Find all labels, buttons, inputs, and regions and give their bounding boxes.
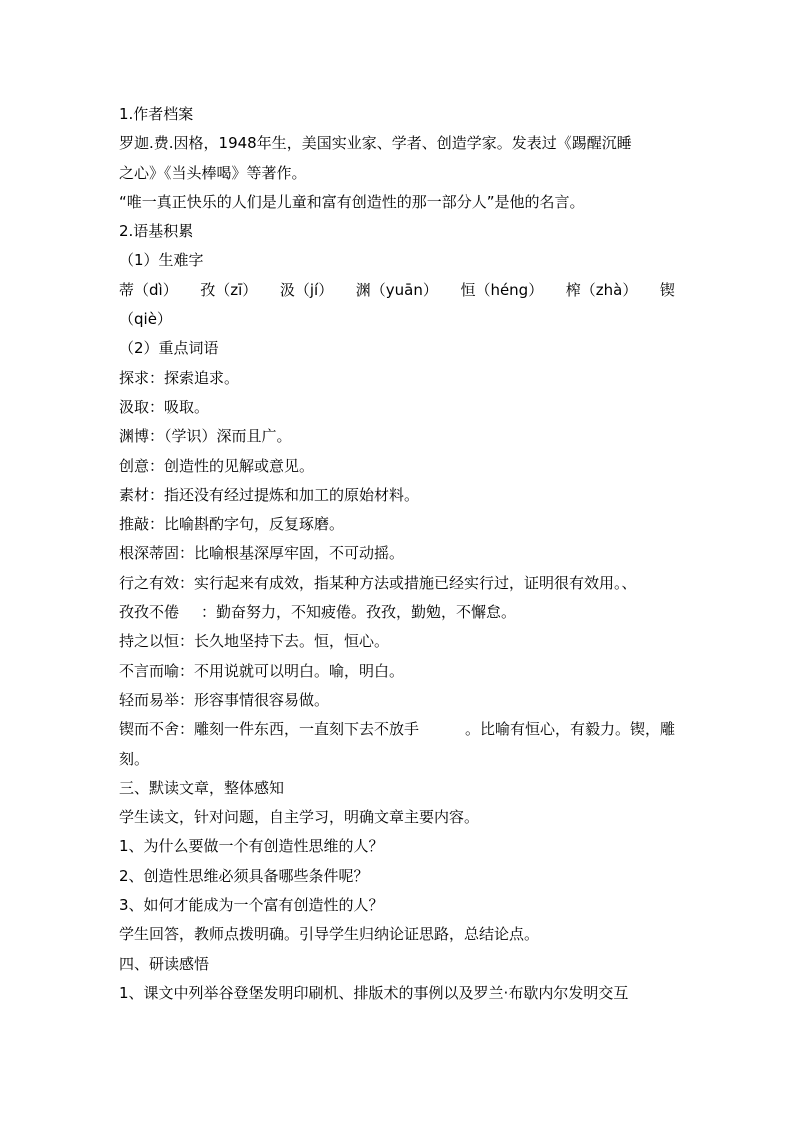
vocab-definition: ：勤奋努力，不知疲倦。孜孜，勤勉，不懈怠。: [201, 603, 517, 622]
vocab-entry: 行之有效：实行起来有成效，指某种方法或措施已经实行过，证明很有效用。、: [119, 573, 637, 592]
paragraph-line: 之心》《当头棒喝》等著作。: [119, 163, 307, 182]
pinyin-item: 恒（héng）: [460, 280, 544, 299]
vocab-entry-continuation: 刻。: [119, 749, 150, 768]
pinyin-item: 蒂（dì）: [119, 280, 178, 299]
pinyin-item: 渊（yuān）: [355, 280, 438, 299]
section-heading: 三、默读文章，整体感知: [119, 778, 285, 797]
vocab-entry: 推敲：比喻斟酌字句，反复琢磨。: [119, 515, 345, 534]
vocab-entry: 根深蒂固：比喻根基深厚牢固，不可动摇。: [119, 544, 405, 563]
subsection-heading: （1）生难字: [119, 251, 204, 270]
pinyin-item: 汲（jí）: [279, 280, 334, 299]
paragraph-line: 罗迦.费.因格，1948年生，美国实业家、学者、创造学家。发表过《踢醒沉睡: [119, 134, 632, 153]
vocab-entry: 轻而易举：形容事情很容易做。: [119, 690, 330, 709]
vocab-term: 孜孜不倦: [119, 603, 180, 622]
paragraph-line: 1、课文中列举谷登堡发明印刷机、排版术的事例以及罗兰·布歇内尔发明交互: [119, 983, 629, 1002]
vocab-entry: 探求：探索追求。: [119, 368, 240, 387]
question-item: 3、如何才能成为一个富有创造性的人？: [119, 896, 384, 915]
vocab-entry: 不言而喻：不用说就可以明白。喻，明白。: [119, 661, 405, 680]
paragraph-line: 学生回答，教师点拨明确。引导学生归纳论证思路，总结论点。: [119, 925, 540, 944]
question-item: 2、创造性思维必须具备哪些条件呢？: [119, 866, 369, 885]
quote-line: “唯一真正快乐的人们是儿童和富有创造性的那一部分人”是他的名言。: [119, 192, 585, 211]
vocab-entry: [119, 598, 675, 627]
pinyin-item: 榨（zhà）: [565, 280, 638, 299]
vocab-entry: 素材：指还没有经过提炼和加工的原始材料。: [119, 485, 420, 504]
pinyin-row: [119, 276, 675, 305]
section-heading: 2.语基积累: [119, 222, 194, 241]
pinyin-item: 锲: [659, 280, 675, 299]
question-item: 1、为什么要做一个有创造性思维的人？: [119, 837, 384, 856]
pinyin-continuation: （qiè）: [119, 310, 172, 329]
vocab-definition: 锲而不舍：雕刻一件东西，一直刻下去不放手: [119, 720, 420, 739]
vocab-definition-cont: 。比喻有恒心，有毅力。锲，雕: [464, 720, 675, 739]
vocab-entry: 汲取：吸取。: [119, 397, 210, 416]
vocab-entry: [119, 715, 675, 744]
pinyin-item: 孜（zī）: [200, 280, 258, 299]
vocab-entry: 渊博：（学识）深而且广。: [119, 427, 292, 446]
vocab-entry: 创意：创造性的见解或意见。: [119, 456, 315, 475]
subsection-heading: （2）重点词语: [119, 339, 219, 358]
document-body: [119, 100, 675, 1008]
vocab-entry: 持之以恒：长久地坚持下去。恒，恒心。: [119, 632, 390, 651]
section-heading: 四、研读感悟: [119, 954, 210, 973]
paragraph-line: 学生读文，针对问题，自主学习，明确文章主要内容。: [119, 808, 480, 827]
section-heading: 1.作者档案: [119, 105, 194, 123]
